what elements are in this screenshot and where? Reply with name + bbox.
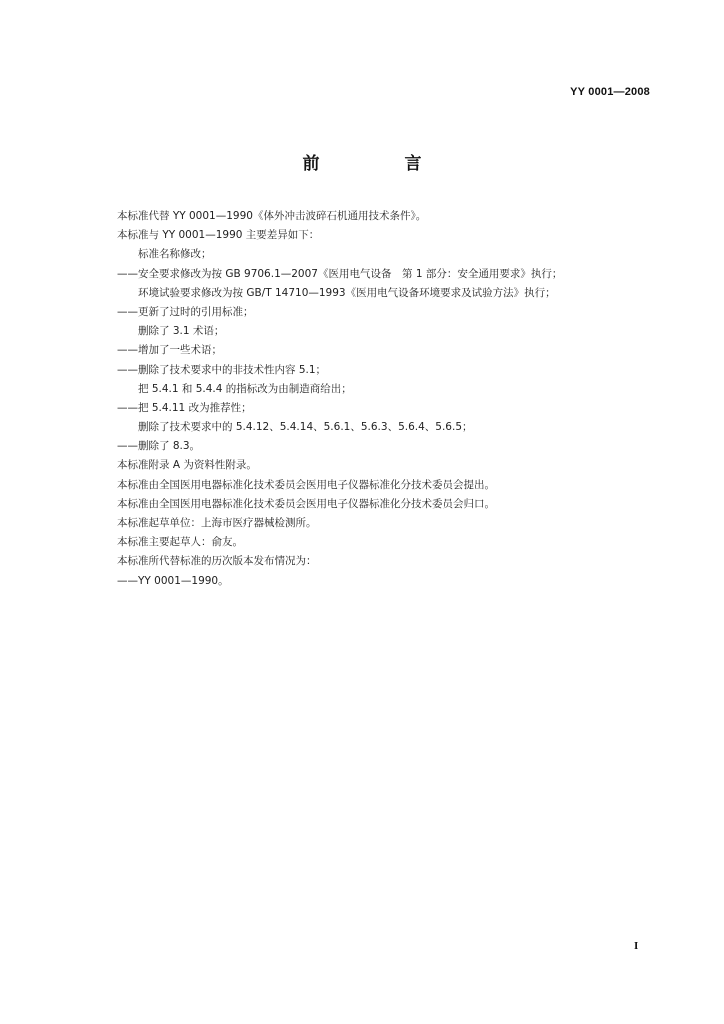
foreword-line: ——增加了一些术语； <box>117 344 222 357</box>
foreword-line: 删除了技术要求中的 5.4.12、5.4.14、5.6.1、5.6.3、5.6.4、5.6.5； <box>138 421 473 434</box>
foreword-line: 标准名称修改； <box>138 248 212 261</box>
foreword-line: 本标准与 YY 0001—1990 主要差异如下： <box>117 229 320 242</box>
foreword-line: ——删除了 8.3。 <box>117 440 201 453</box>
page-title: 前 言 <box>302 154 456 174</box>
foreword-line: 本标准所代替标准的历次版本发布情况为： <box>117 555 317 568</box>
foreword-line: 删除了 3.1 术语； <box>138 325 225 338</box>
foreword-line: 本标准起草单位：上海市医疗器械检测所。 <box>117 517 317 529</box>
foreword-line: 本标准代替 YY 0001—1990《体外冲击波碎石机通用技术条件》。 <box>117 210 427 222</box>
foreword-line: ——把 5.4.11 改为推荐性； <box>117 401 252 414</box>
foreword-line: 本标准由全国医用电器标准化技术委员会医用电子仪器标准化分技术委员会归口。 <box>117 497 495 510</box>
page-number: I <box>634 940 639 952</box>
foreword-line: ——安全要求修改为按 GB 9706.1—2007《医用电气设备 第 1 部分：安全通用要求》执行； <box>117 267 563 280</box>
foreword-line: ——删除了技术要求中的非技术性内容 5.1； <box>117 363 327 376</box>
foreword-line: ——更新了过时的引用标准； <box>117 305 254 318</box>
foreword-line: 本标准由全国医用电器标准化技术委员会医用电子仪器标准化分技术委员会提出。 <box>117 478 495 491</box>
standard-code: YY 0001—2008 <box>570 86 650 98</box>
foreword-body <box>117 207 657 591</box>
foreword-line: 把 5.4.1 和 5.4.4 的指标改为由制造商给出； <box>138 382 352 395</box>
foreword-line: 本标准附录 A 为资料性附录。 <box>117 459 257 472</box>
foreword-line: ——YY 0001—1990。 <box>117 574 229 587</box>
foreword-line: 本标准主要起草人：俞友。 <box>117 536 243 549</box>
foreword-line: 环境试验要求修改为按 GB/T 14710—1993《医用电气设备环境要求及试验方法》执行； <box>138 286 556 299</box>
